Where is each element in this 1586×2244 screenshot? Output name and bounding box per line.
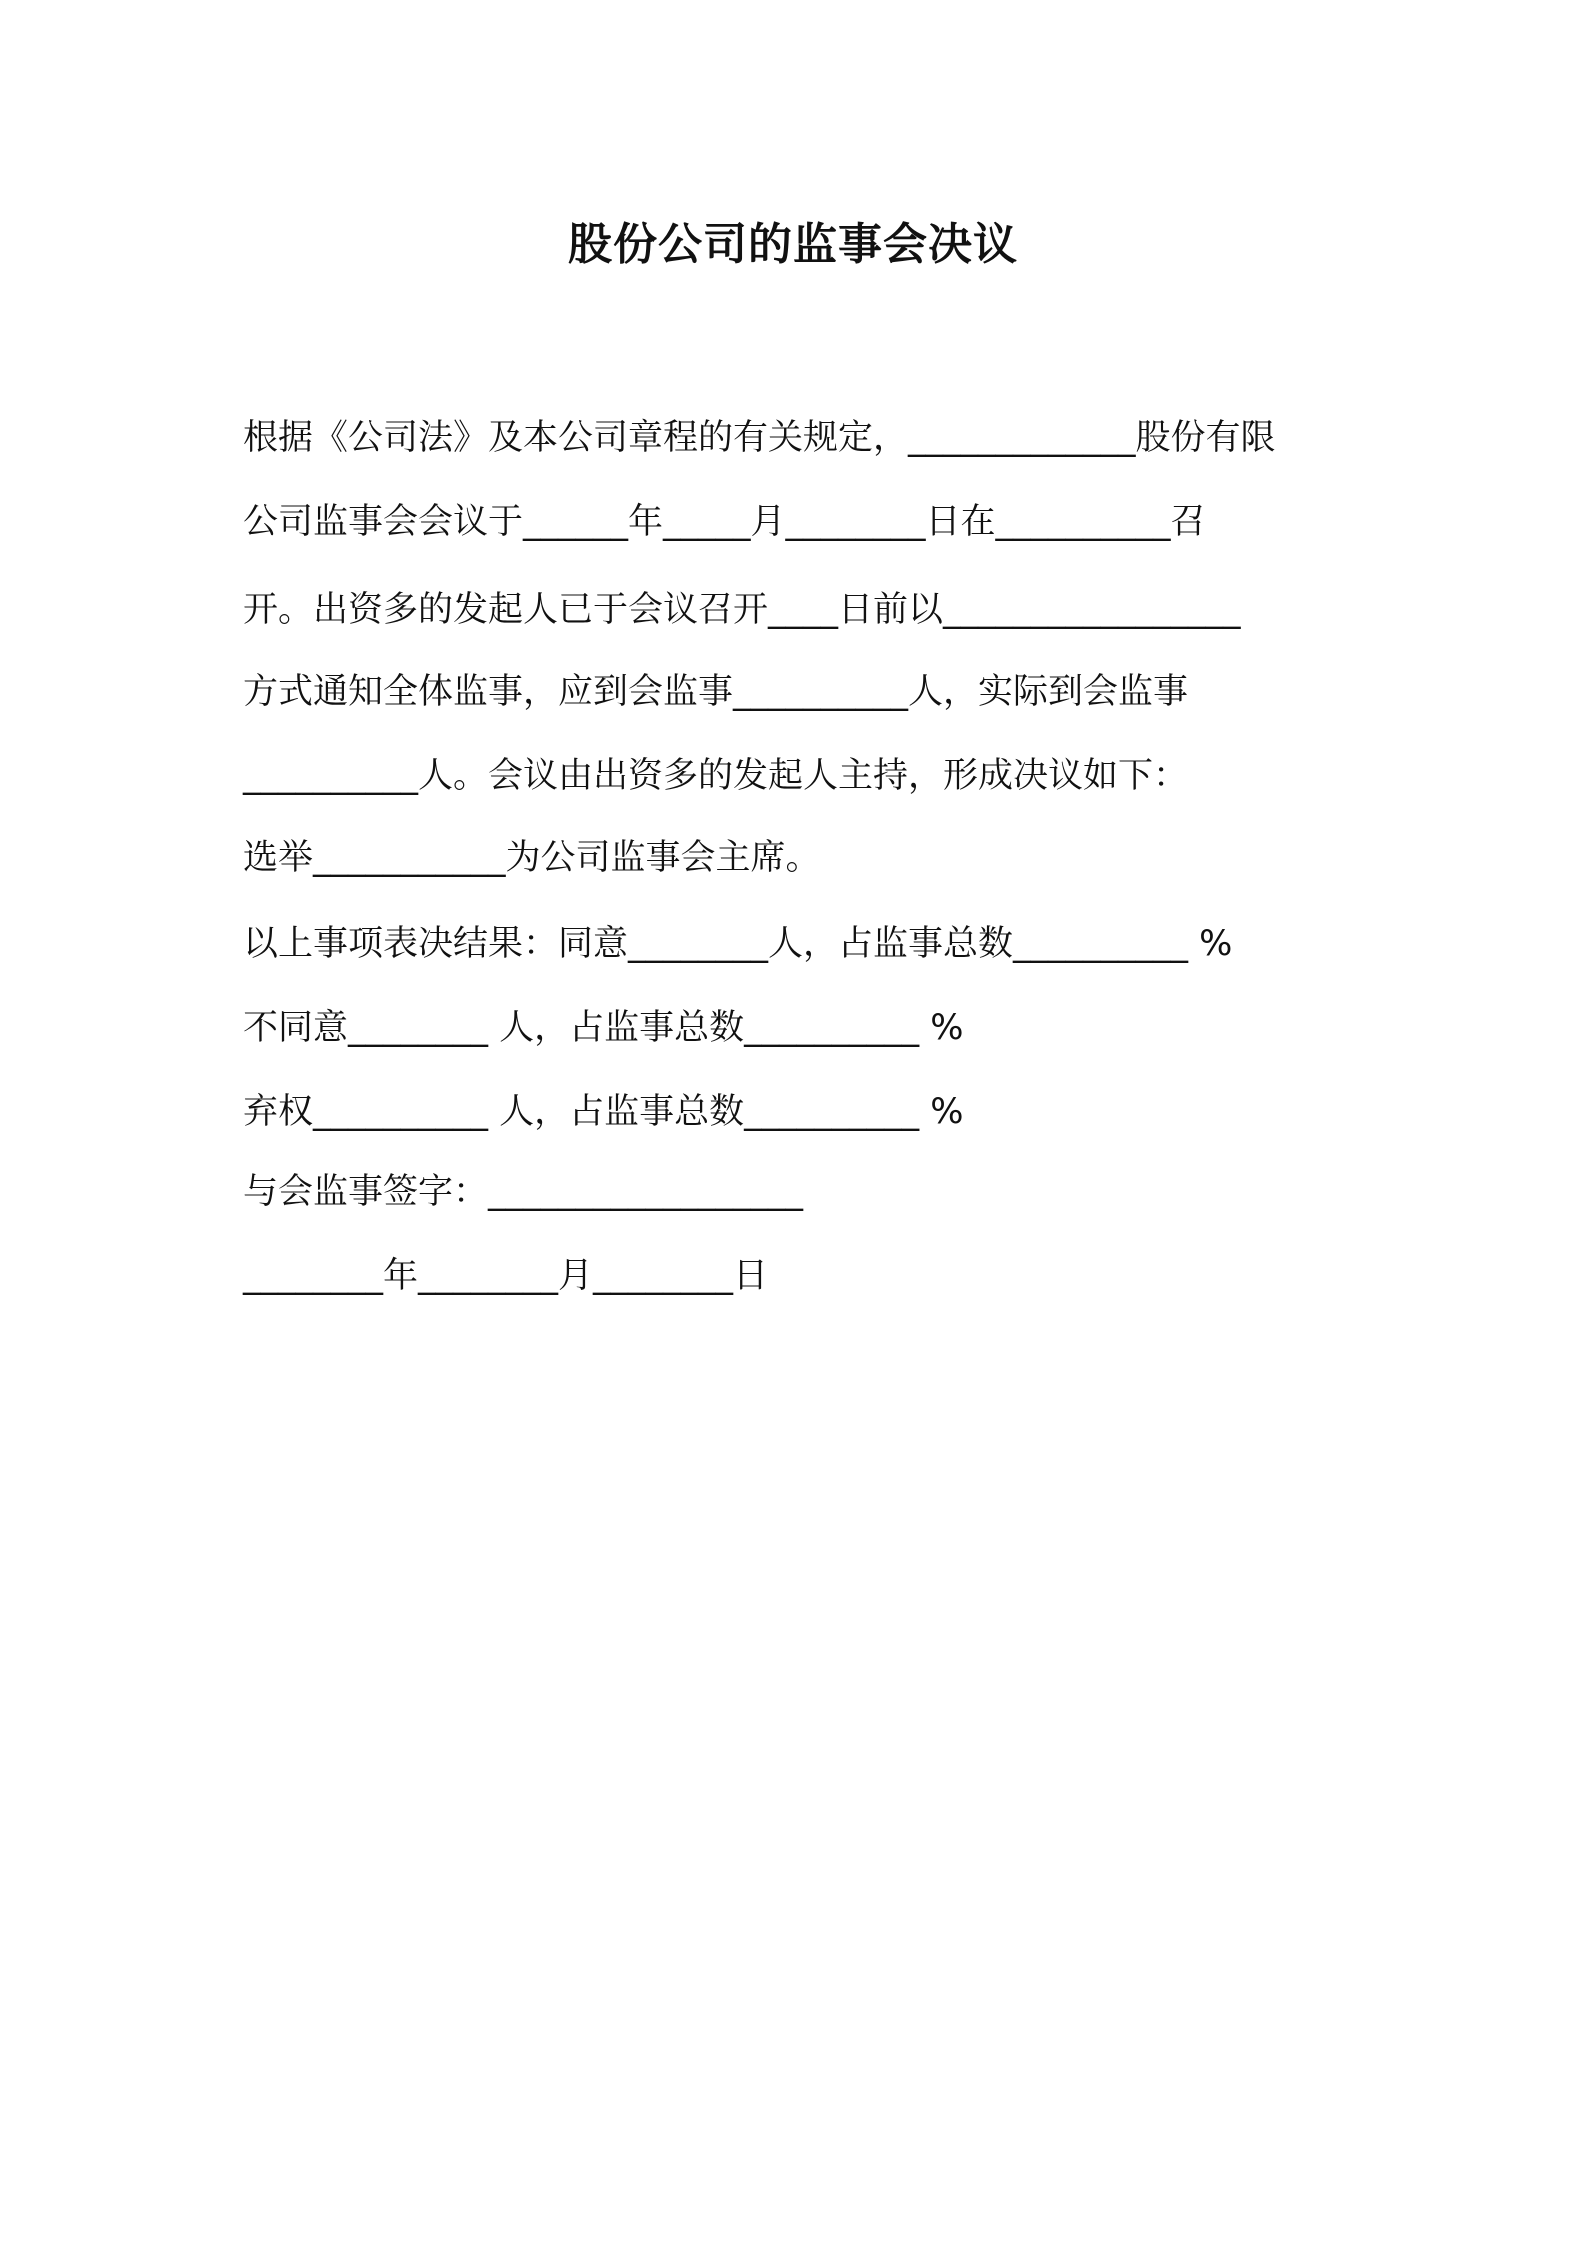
vote-result-disagree-line: 不同意________ 人，占监事总数__________ % xyxy=(243,1008,964,1048)
body-line-1: 根据《公司法》及本公司章程的有关规定，_____________股份有限 xyxy=(243,418,1276,458)
body-line-6: 选举___________为公司监事会主席。 xyxy=(243,838,821,878)
date-line: ________年________月________日 xyxy=(243,1256,769,1296)
signature-line: 与会监事签字：__________________ xyxy=(243,1172,804,1212)
body-line-2: 公司监事会会议于______年_____月________日在__________召 xyxy=(243,502,1206,542)
document-title: 股份公司的监事会决议 xyxy=(568,219,1018,270)
body-line-5: __________人。会议由出资多的发起人主持，形成决议如下： xyxy=(243,756,1189,796)
body-line-3: 开。出资多的发起人已于会议召开____日前以_________________ xyxy=(243,590,1241,630)
vote-result-agree-line: 以上事项表决结果：同意________人，占监事总数__________ % xyxy=(243,924,1233,964)
vote-result-abstain-line: 弃权__________ 人，占监事总数__________ % xyxy=(243,1092,964,1132)
body-line-4: 方式通知全体监事，应到会监事__________人，实际到会监事 xyxy=(243,672,1189,712)
